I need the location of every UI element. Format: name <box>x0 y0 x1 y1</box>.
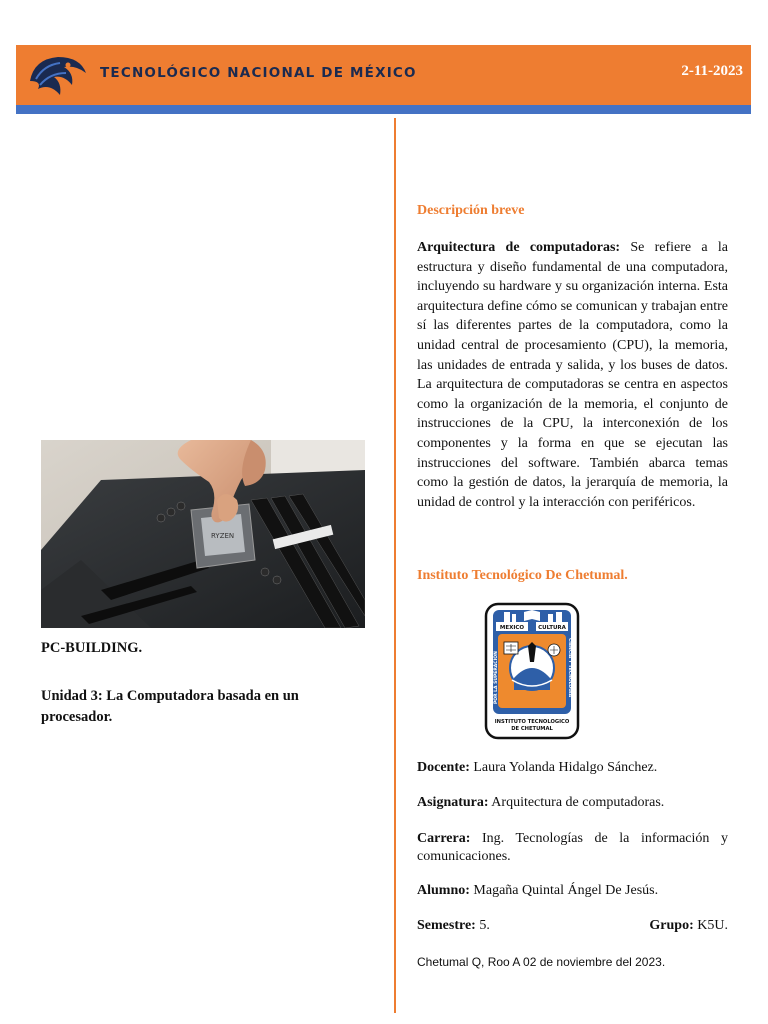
grupo-label: Grupo: <box>649 918 694 933</box>
semestre-item <box>417 918 490 933</box>
seal-bottom-line2: DE CHETUMAL <box>511 726 553 732</box>
docente-label: Docente: <box>417 760 470 775</box>
seal-top-right-text: CULTURA <box>538 625 566 631</box>
semestre-grupo-line <box>417 918 728 934</box>
asignatura-line <box>417 794 728 812</box>
description-paragraph <box>417 238 728 512</box>
docente-value: Laura Yolanda Hidalgo Sánchez. <box>469 760 658 775</box>
institute-seal-icon <box>484 602 580 740</box>
grupo-item <box>649 918 728 934</box>
alumno-line <box>417 882 728 900</box>
carrera-label: Carrera: <box>417 831 471 846</box>
seal-bottom-line1: INSTITUTO TECNOLOGICO <box>494 719 570 725</box>
seal-left-arc-text: POR LA SUPERACION <box>494 651 499 704</box>
semestre-value: 5. <box>475 918 490 933</box>
unit-title: Unidad 3: La Computadora basada en un procesador. <box>41 688 299 726</box>
column-divider <box>394 118 396 1013</box>
description-term: Arquitectura de computadoras: <box>417 240 621 255</box>
seal-top-left-text: MEXICO <box>499 625 525 631</box>
institute-heading: Instituto Tecnológico De Chetumal. <box>417 568 628 583</box>
description-heading: Descripción breve <box>417 203 525 218</box>
asignatura-value: Arquitectura de computadoras. <box>488 795 665 810</box>
header-stripe <box>16 105 751 114</box>
motherboard-cpu-photo <box>41 440 365 628</box>
grupo-value: K5U. <box>693 918 728 933</box>
docente-line <box>417 759 728 777</box>
institution-name: TECNOLÓGICO NACIONAL DE MÉXICO <box>100 65 417 81</box>
semestre-label: Semestre: <box>417 918 476 933</box>
header-banner <box>16 45 751 105</box>
description-body: Se refiere a la estructura y diseño fundamental de una computadora, incluyendo su hardware y su organización interna. Esta arquitectura define cómo se comunican y trabajan entre sí las diferentes partes de la computadora, como la unidad central de procesamiento (CPU), la memoria, las unidades de entrada y salida, y los buses de datos. La arquitectura de computadoras se centra en aspectos como la organización de la memoria, el conjunto de instrucciones de la CPU, la interconexión de los componentes y la forma en que se ejecutan las instrucciones del software. También abarca temas como la gestión de datos, la jerarquía de memoria, la unidad de control y la interacción con periféricos. <box>417 240 728 510</box>
seal-right-arc-text: CIENCIA Y TECNOLOGIA <box>567 638 572 698</box>
carrera-value: Ing. Tecnologías de la información y comunicaciones. <box>417 831 728 864</box>
asignatura-label: Asignatura: <box>417 795 489 810</box>
alumno-label: Alumno: <box>417 883 470 898</box>
svg-text:RYZEN: RYZEN <box>211 532 235 540</box>
header-date: 2-11-2023 <box>681 63 743 79</box>
carrera-line <box>417 830 728 865</box>
tecnm-eagle-logo-icon <box>24 51 90 101</box>
project-title: PC-BUILDING. <box>41 640 143 656</box>
alumno-value: Magaña Quintal Ángel De Jesús. <box>469 883 659 898</box>
place-date-note: Chetumal Q, Roo A 02 de noviembre del 2023. <box>417 955 666 969</box>
